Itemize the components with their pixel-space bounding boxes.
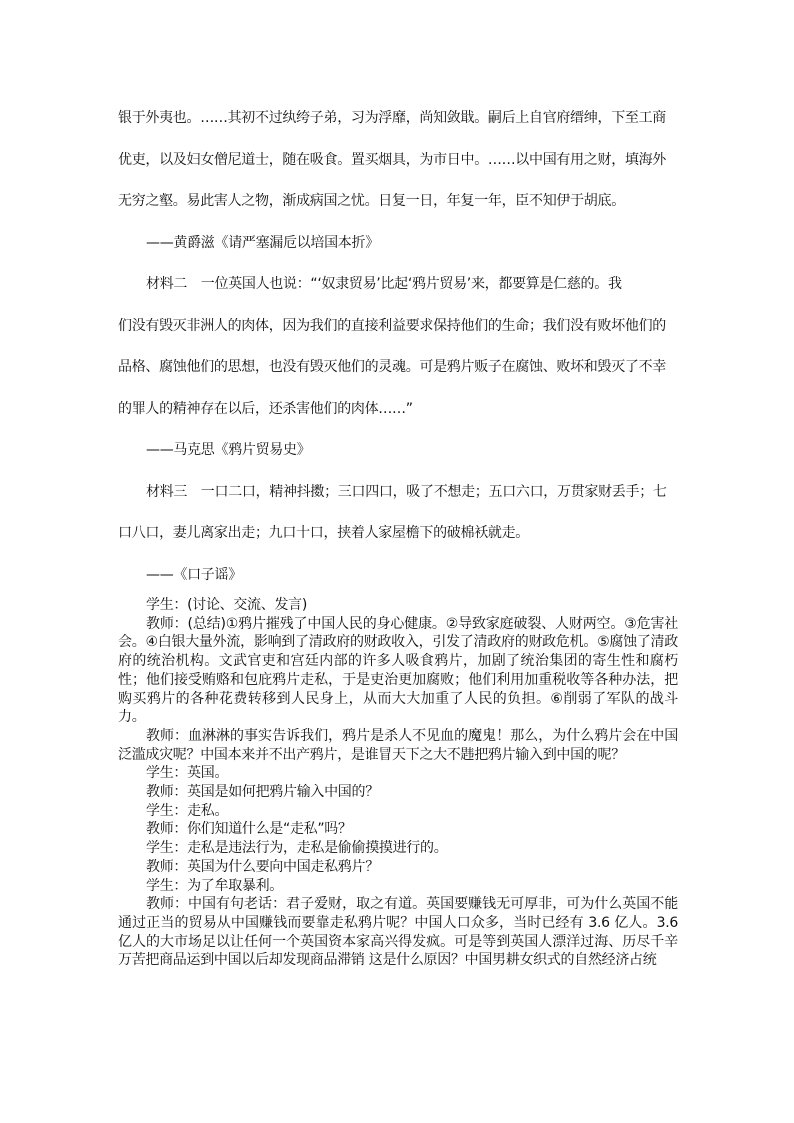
text-line: 无穷之壑。易此害人之物，渐成病国之忧。日复一日，年复一年，臣不知伊于胡底。 [118,193,625,209]
dialogue-line: 学生：英国。 [146,765,229,782]
text-line: 材料三 一口二口，精神抖擞；三口四口，吸了不想走；五口六口，万贯家财丢手；七 [146,483,667,500]
source-citation: ——《口子谣》 [146,566,242,583]
dialogue-line: 学生：走私是违法行为，走私是偷偷摸摸进行的。 [146,840,448,857]
dialogue-line: 教师：你们知道什么是“走私”吗？ [146,821,352,838]
text-line: 材料二 一位英国人也说：“‘奴隶贸易’比起‘鸦片贸易’来，都要算是仁慈的。我 [146,276,622,292]
dialogue-line: 教师：中国有句老话：君子爱财，取之有道。英国要赚钱无可厚非，可为什么英国不能通过正当的贸易从中国赚钱而要靠走私鸦片呢？中国人口众多，当时已经有 3.6 亿人。3.6 亿人的大市场足以让任何一个英国资本家高兴得发疯。可是等到英国人漂洋过海、历尽千辛万苦把商品运到中国以后却发现商品滞销 这是什么原因？中国男耕女织式的自然经济占统 [118,896,678,969]
dialogue-line: 学生：走私。 [146,802,229,819]
dialogue-line: 教师：英国是如何把鸦片输入中国的？ [146,784,379,801]
dialogue-line: 教师：血淋淋的事实告诉我们，鸦片是杀人不见血的魔鬼！那么，为什么鸦片会在中国泛滥成灾呢？中国本来并不出产鸦片，是谁冒天下之大不韪把鸦片输入到中国的呢？ [118,727,678,763]
text-line: 口八口，妻儿离家出走；九口十口，挟着人家屋檐下的破棉袄就走。 [118,525,529,541]
source-citation: ——黄爵滋《请严塞漏卮以培国本折》 [146,234,379,251]
dialogue-line: 学生：(讨论、交流、发言) [146,597,308,613]
dialogue-line: 教师：英国为什么要向中国走私鸦片？ [146,858,379,875]
dialogue-line: 学生：为了牟取暴利。 [146,877,283,894]
text-line: 品格、腐蚀他们的思想，也没有毁灭他们的灵魂。可是鸦片贩子在腐蚀、败坏和毁灭了不幸 [118,359,666,375]
text-line: 的罪人的精神存在以后，还杀害他们的肉体……” [118,400,413,417]
dialogue-line: 教师：(总结)①鸦片摧残了中国人民的身心健康。②导致家庭破裂、人财两空。③危害社会。④白银大量外流，影响到了清政府的财政收入，引发了清政府的财政危机。⑤腐蚀了清政府的统治机构。文武官吏和宫廷内部的许多人吸食鸦片，加剧了统治集团的寄生性和腐朽性；他们接受贿赂和包庇鸦片走私，于是吏治更加腐败；他们利用加重税收等各种办法，把购买鸦片的各种花费转移到人民身上，从而大大加重了人民的负担。⑥削弱了军队的战斗力。 [118,615,678,726]
classroom-dialogue [118,596,678,970]
source-materials [118,105,678,603]
text-line: 优吏，以及妇女僧尼道士，随在吸食。置买烟具，为市日中。……以中国有用之财，填海外 [118,151,666,168]
text-line: 们没有毁灭非洲人的肉体，因为我们的直接利益要求保持他们的生命；我们没有败坏他们的 [118,317,666,334]
text-line: 银于外夷也。……其初不过纨绔子弟，习为浮靡，尚知敛戢。嗣后上自官府缙绅，下至工商 [118,110,666,126]
source-citation: ——马克思《鸦片贸易史》 [146,442,311,458]
